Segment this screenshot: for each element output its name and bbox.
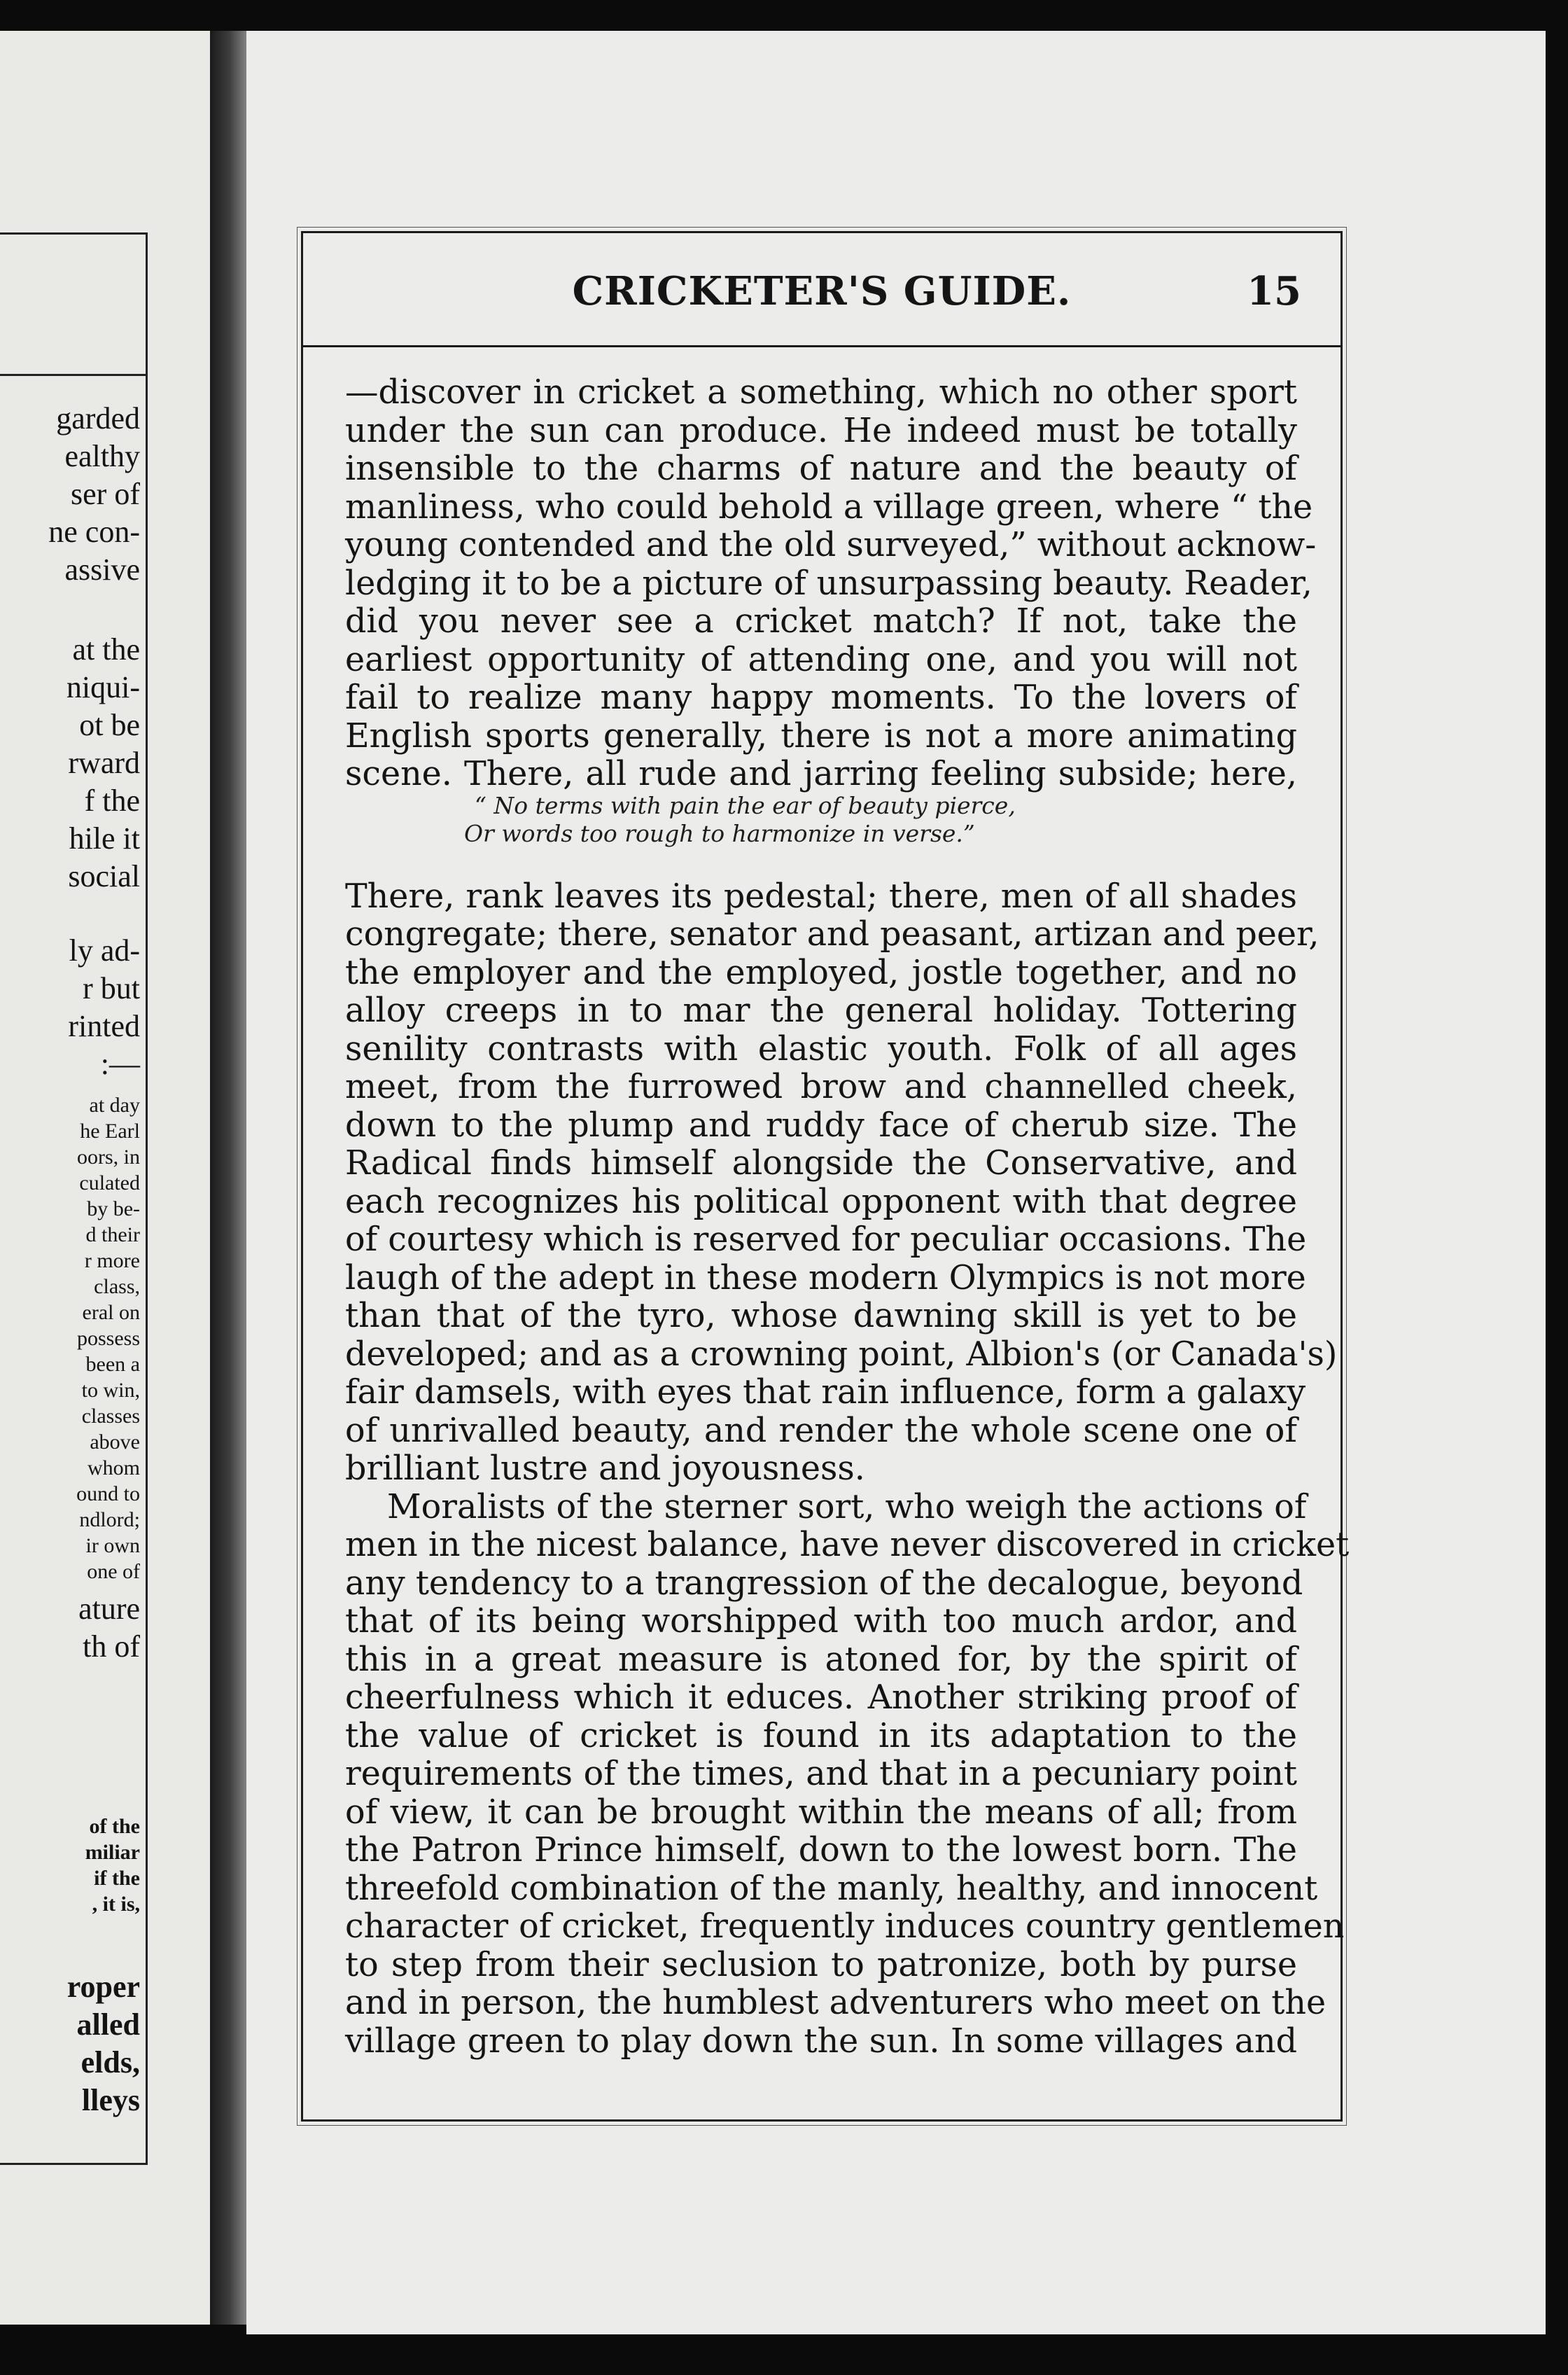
paragraph-line: of view, it can be brought within the means of all; from <box>345 1792 1297 1832</box>
left-page-fragment: ir own <box>85 1534 140 1557</box>
paragraph-line: young contended and the old surveyed,” without acknow- <box>345 526 1317 564</box>
paragraph-line: laugh of the adept in these modern Olympics is not more <box>345 1258 1306 1297</box>
paragraph-line: did you never see a cricket match? If not, take the <box>345 602 1297 641</box>
left-facing-page <box>0 31 210 2325</box>
paragraph-line: senility contrasts with elastic youth. Folk of all ages <box>345 1029 1297 1068</box>
left-header-rule-bottom <box>0 374 146 376</box>
paragraph-line: There, rank leaves its pedestal; there, men of all shades <box>345 877 1297 916</box>
paragraph-line: any tendency to a trangression of the decalogue, beyond <box>345 1563 1303 1603</box>
left-page-fragment: possess <box>76 1327 140 1350</box>
left-page-fragment: at day <box>89 1094 140 1117</box>
left-page-fragment: rinted <box>68 1009 140 1043</box>
left-page-fragment: ne con- <box>48 515 140 549</box>
left-page-fragment: alled <box>76 2007 140 2042</box>
verse-quote-line: “ No terms with pain the ear of beauty pierce, <box>475 791 1016 819</box>
paragraph-line: requirements of the times, and that in a pecuniary point <box>345 1755 1297 1793</box>
paragraph-line: that of its being worshipped with too much ardor, and <box>345 1602 1297 1641</box>
left-page-fragment: ndlord; <box>79 1508 140 1531</box>
running-head: CRICKETER'S GUIDE. <box>572 268 1072 314</box>
left-page-fragment: hile it <box>69 821 140 856</box>
left-page-fragment: culated <box>79 1171 140 1195</box>
verse-quote-line: Or words too rough to harmonize in verse.” <box>464 819 975 847</box>
paragraph-line: brilliant lustre and joyousness. <box>345 1449 865 1488</box>
paragraph-line: alloy creeps in to mar the general holiday. Tottering <box>345 991 1297 1030</box>
page-number: 15 <box>1247 268 1301 314</box>
left-bottom-rule <box>0 2163 146 2165</box>
paragraph-line: than that of the tyro, whose dawning skill is yet to be <box>345 1297 1297 1335</box>
left-page-fragment: :— <box>100 1047 140 1081</box>
paragraph-line: each recognizes his political opponent with that degree <box>345 1182 1297 1221</box>
left-page-fragment: th of <box>83 1629 140 1664</box>
left-page-fragment: roper <box>66 1970 140 2004</box>
paragraph-line: the employer and the employed, jostle together, and no <box>345 953 1297 992</box>
left-page-fragment: to win, <box>81 1379 140 1402</box>
left-page-fragment: eral on <box>82 1301 140 1324</box>
paragraph-line: and in person, the humblest adventurers who meet on the <box>345 1984 1326 2022</box>
left-page-fragment: been a <box>85 1353 140 1376</box>
paragraph-line: scene. There, all rude and jarring feeling subside; here, <box>345 755 1297 793</box>
page-frame <box>301 231 1350 2122</box>
paragraph-line: under the sun can produce. He indeed must be totally <box>345 411 1297 450</box>
left-page-fragment: ound to <box>76 1482 140 1505</box>
left-page-fragment: f the <box>84 783 140 818</box>
left-page-fragment: whom <box>88 1456 140 1479</box>
left-page-fragment: r more <box>84 1249 140 1272</box>
left-page-fragment: garded <box>56 401 140 436</box>
left-page-fragment: niqui- <box>66 670 140 704</box>
paragraph-line: character of cricket, frequently induces country gentlemen <box>345 1907 1345 1946</box>
paragraph-line: developed; and as a crowning point, Albion's (or Canada's) <box>345 1335 1338 1374</box>
left-page-fragment: above <box>90 1430 140 1454</box>
paragraph-line: meet, from the furrowed brow and channelled cheek, <box>345 1068 1297 1106</box>
paragraph-line: earliest opportunity of attending one, and you will not <box>345 640 1297 679</box>
left-page-fragment: , it is, <box>92 1893 140 1916</box>
left-page-fragment: at the <box>72 632 140 667</box>
left-header-rule-top <box>0 232 146 235</box>
left-page-fragment: d their <box>85 1223 140 1246</box>
left-page-fragment: ly ad- <box>69 933 140 968</box>
paragraph-line: insensible to the charms of nature and the beauty of <box>345 450 1297 488</box>
left-page-fragment: he Earl <box>80 1120 140 1143</box>
left-page-fragment: if the <box>94 1867 140 1890</box>
paragraph-line: the value of cricket is found in its adaptation to the <box>345 1716 1297 1755</box>
paragraph-line: this in a great measure is atoned for, by the spirit of <box>345 1640 1297 1679</box>
left-page-fragment: oors, in <box>77 1145 140 1169</box>
paragraph-line: village green to play down the sun. In some villages and <box>345 2021 1297 2061</box>
left-page-fragment: miliar <box>85 1841 140 1864</box>
left-page-fragment: rward <box>68 746 140 780</box>
left-page-fragment: by be- <box>87 1197 140 1220</box>
paragraph-line: of unrivalled beauty, and render the whole scene one of <box>345 1411 1297 1450</box>
paragraph-line: fair damsels, with eyes that rain influence, form a galaxy <box>345 1373 1306 1412</box>
left-page-fragment: of the <box>89 1815 140 1838</box>
left-page-fragment: class, <box>94 1275 140 1298</box>
paragraph-line: threefold combination of the manly, healthy, and innocent <box>345 1869 1318 1908</box>
left-page-fragment: ser of <box>71 477 140 511</box>
paragraph-line: of courtesy which is reserved for peculiar occasions. The <box>345 1220 1307 1259</box>
left-page-fragment: lleys <box>81 2083 140 2117</box>
paragraph-line: fail to realize many happy moments. To the lovers of <box>345 678 1297 717</box>
left-page-fragment: ot be <box>79 708 140 742</box>
left-page-fragment: classes <box>81 1405 140 1428</box>
left-page-fragment: ealthy <box>64 439 140 473</box>
paragraph-line: the Patron Prince himself, down to the lowest born. The <box>345 1831 1297 1869</box>
paragraph-line: to step from their seclusion to patronize, both by purse <box>345 1945 1297 1984</box>
paragraph-line: manliness, who could behold a village green, where “ the <box>345 487 1313 527</box>
paragraph-line: Radical finds himself alongside the Conservative, and <box>345 1144 1297 1183</box>
paragraph-line: cheerfulness which it educes. Another striking proof of <box>345 1678 1297 1717</box>
paragraph-line: men in the nicest balance, have never discovered in cricket <box>345 1526 1350 1564</box>
paragraph-line: Moralists of the sterner sort, who weigh the actions of <box>387 1487 1307 1526</box>
paragraph-line: ledging it to be a picture of unsurpassing beauty. Reader, <box>345 564 1312 603</box>
paragraph-line: English sports generally, there is not a more animating <box>345 716 1297 755</box>
left-page-fragment: r but <box>83 971 140 1005</box>
left-page-fragment: social <box>68 859 140 893</box>
left-page-fragment: ature <box>78 1592 140 1626</box>
paragraph-line: down to the plump and ruddy face of cherub size. The <box>345 1106 1297 1145</box>
left-page-fragment: elds, <box>80 2045 140 2080</box>
left-page-fragment: assive <box>64 552 140 587</box>
left-page-fragment: one of <box>87 1560 140 1583</box>
paragraph-line: congregate; there, senator and peasant, artizan and peer, <box>345 915 1320 954</box>
left-page-frame <box>0 232 148 2165</box>
page-header <box>303 233 1340 347</box>
paragraph-line: —discover in cricket a something, which no other sport <box>345 373 1297 412</box>
